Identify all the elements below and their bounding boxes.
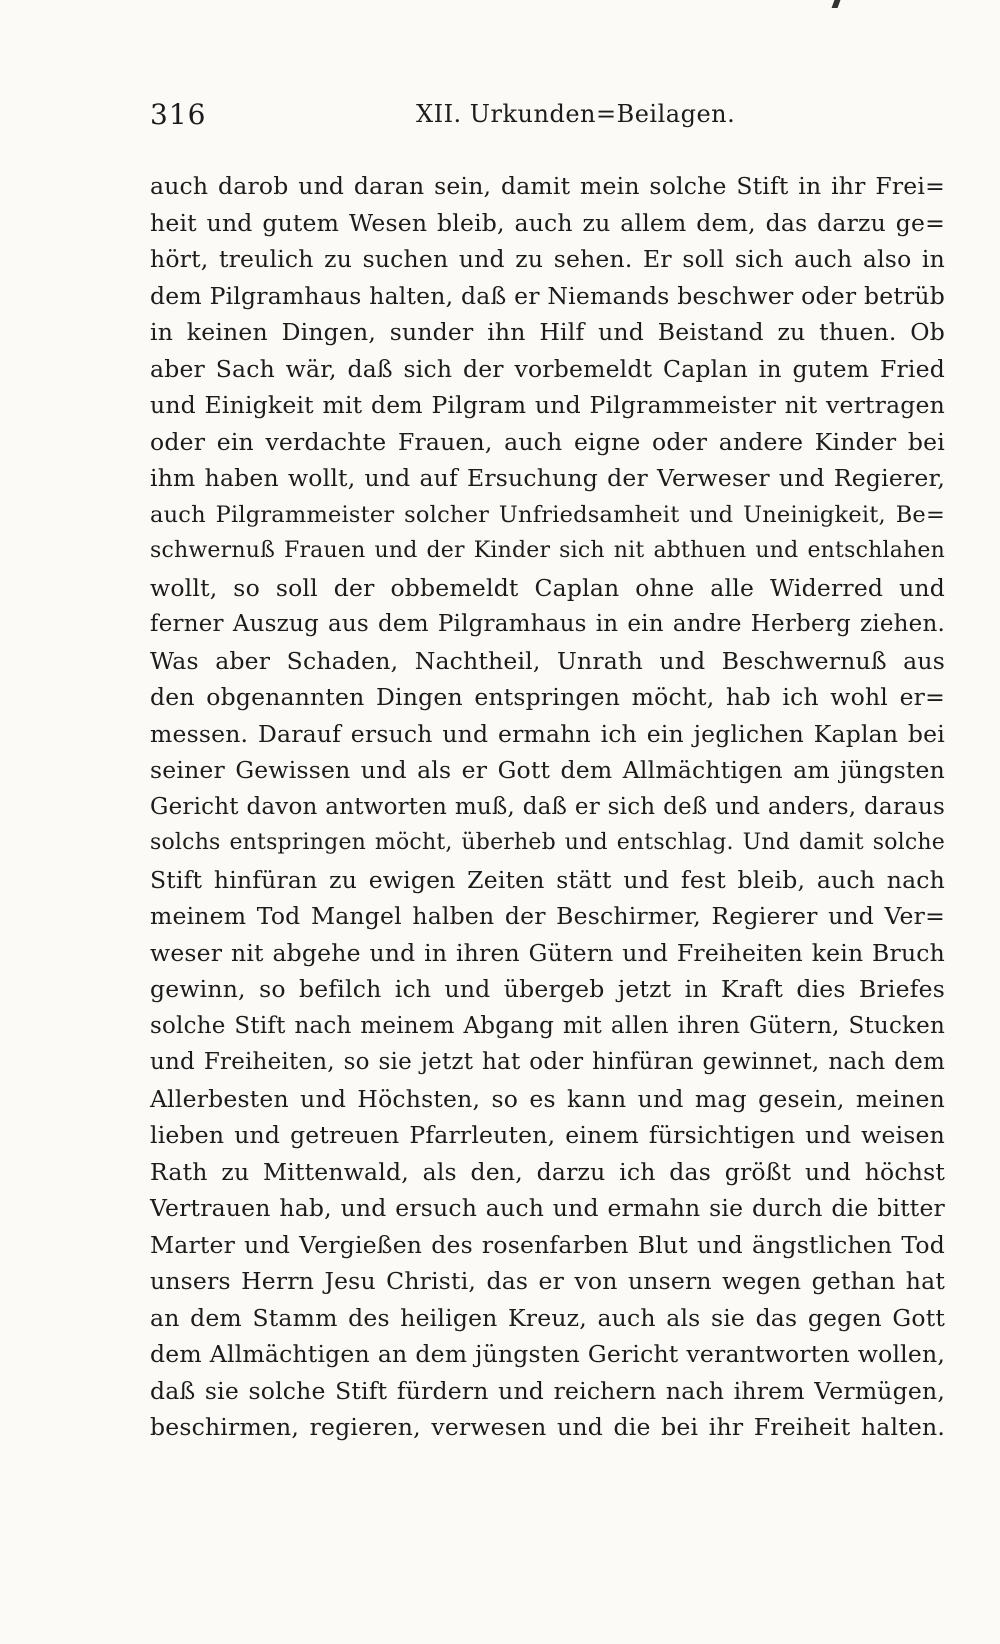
text-line: Marter und Vergießen des rosenfarben Blut und ängstlichen Tod bbox=[150, 1230, 945, 1259]
text-line: meinem Tod Mangel halben der Beschirmer, Regierer und Ver= bbox=[150, 902, 945, 930]
text-line: Rath zu Mittenwald, als den, darzu ich das größt und höchst bbox=[150, 1157, 945, 1186]
text-line: und Freiheiten, so sie jetzt hat oder hinfüran gewinnet, nach dem bbox=[150, 1049, 945, 1075]
text-line: an dem Stamm des heiligen Kreuz, auch als sie das gegen Gott bbox=[150, 1303, 945, 1332]
running-title: XII. Urkunden=Beilagen. bbox=[416, 100, 736, 128]
text-line: in keinen Dingen, sunder ihn Hilf und Beistand zu thuen. Ob bbox=[150, 318, 945, 346]
text-line: beschirmen, regieren, verwesen und die bei ihr Freiheit halten. bbox=[150, 1413, 945, 1441]
body-text bbox=[150, 168, 945, 1446]
text-line: seiner Gewissen und als er Gott dem Allmächtigen am jüngsten bbox=[150, 756, 945, 784]
text-line: Vertrauen hab, und ersuch auch und ermahn sie durch die bitter bbox=[150, 1194, 945, 1222]
text-line: ihm haben wollt, und auf Ersuchung der Verweser und Regierer, bbox=[150, 464, 945, 492]
text-line: ferner Auszug aus dem Pilgramhaus in ein andre Herberg ziehen. bbox=[150, 611, 945, 637]
text-line: oder ein verdachte Frauen, auch eigne oder andere Kinder bei bbox=[150, 427, 945, 456]
running-head bbox=[150, 98, 945, 138]
text-line: messen. Darauf ersuch und ermahn ich ein jeglichen Kaplan bei bbox=[150, 719, 945, 748]
text-line: schwernuß Frauen und der Kinder sich nit abthuen und entschlahen bbox=[150, 538, 945, 563]
page-number: 316 bbox=[150, 98, 207, 131]
ink-mark bbox=[832, 0, 841, 8]
text-line: dem Allmächtigen an dem jüngsten Gericht verantworten wollen, bbox=[150, 1340, 945, 1368]
text-line: Stift hinfüran zu ewigen Zeiten stätt und fest bleib, auch nach bbox=[150, 865, 945, 894]
text-line: solchs entspringen möcht, überheb und entschlag. Und damit solche bbox=[150, 830, 945, 855]
text-line: aber Sach wär, daß sich der vorbemeldt Caplan in gutem Fried bbox=[150, 354, 945, 383]
text-line: unsers Herrn Jesu Christi, das er von unsern wegen gethan hat bbox=[150, 1267, 945, 1295]
text-line: hört, treulich zu suchen und zu sehen. Er soll sich auch also in bbox=[150, 245, 945, 273]
text-line: daß sie solche Stift fürdern und reichern nach ihrem Vermügen, bbox=[150, 1376, 945, 1405]
text-line: Gericht davon antworten muß, daß er sich deß und anders, daraus bbox=[150, 793, 945, 820]
text-line: auch Pilgrammeister solcher Unfriedsamheit und Uneinigkeit, Be= bbox=[150, 501, 945, 528]
text-line: den obgenannten Dingen entspringen möcht, hab ich wohl er= bbox=[150, 683, 945, 711]
text-line: Allerbesten und Höchsten, so es kann und mag gesein, meinen bbox=[150, 1084, 945, 1113]
text-line: und Einigkeit mit dem Pilgram und Pilgrammeister nit vertragen bbox=[150, 391, 945, 419]
text-line: Was aber Schaden, Nachtheil, Unrath und Beschwernuß aus bbox=[150, 646, 945, 675]
text-line: auch darob und daran sein, damit mein solche Stift in ihr Frei= bbox=[150, 172, 945, 200]
text-line: gewinn, so befilch ich und übergeb jetzt in Kraft dies Briefes bbox=[150, 975, 945, 1003]
text-line: weser nit abgehe und in ihren Gütern und Freiheiten kein Bruch bbox=[150, 938, 945, 967]
text-line: solche Stift nach meinem Abgang mit allen ihren Gütern, Stucken bbox=[150, 1012, 945, 1039]
text-line: heit und gutem Wesen bleib, auch zu allem dem, das darzu ge= bbox=[150, 208, 945, 237]
text-line: dem Pilgramhaus halten, daß er Niemands beschwer oder betrüb bbox=[150, 281, 945, 310]
text-line: lieben und getreuen Pfarrleuten, einem fürsichtigen und weisen bbox=[150, 1121, 945, 1149]
text-line: wollt, so soll der obbemeldt Caplan ohne alle Widerred und bbox=[150, 573, 945, 602]
